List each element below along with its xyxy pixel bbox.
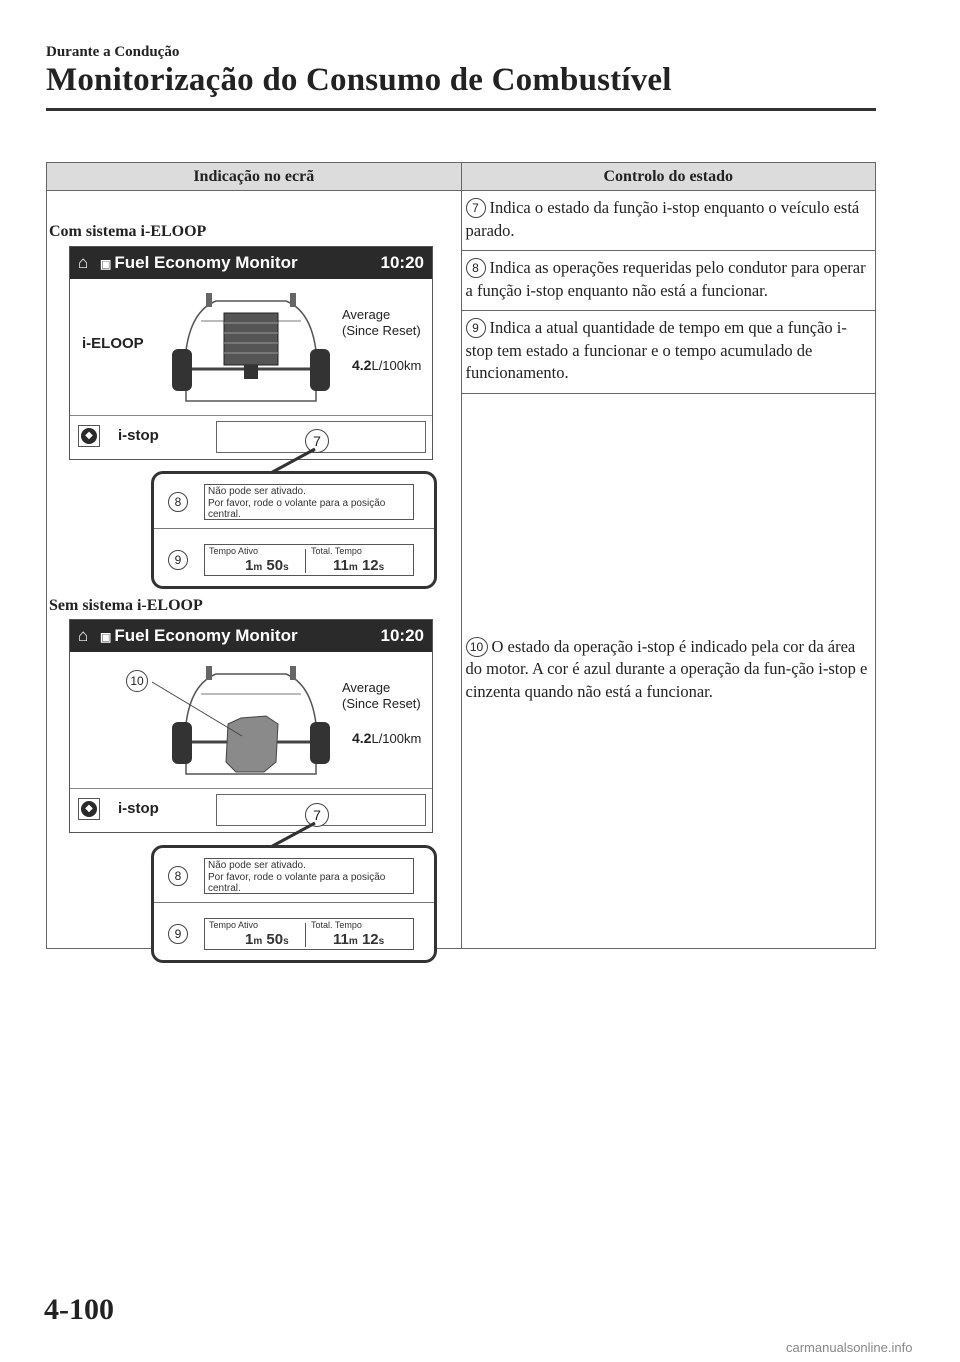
istop-label: i-stop bbox=[118, 800, 159, 817]
label-without-eloop: Sem sistema i-ELOOP bbox=[49, 597, 203, 614]
page-title: Monitorização do Consumo de Combustível bbox=[46, 62, 672, 98]
home-icon: ⌂ bbox=[78, 253, 89, 272]
eloop-label: i-ELOOP bbox=[82, 335, 144, 352]
screen-title: ▣ Fuel Economy Monitor bbox=[100, 626, 298, 645]
istop-popup-eloop bbox=[151, 471, 437, 589]
callout-8: 8 bbox=[466, 258, 486, 278]
screen-title-bar bbox=[70, 620, 432, 652]
callout-9: 9 bbox=[168, 550, 188, 570]
page-number: 4-100 bbox=[44, 1293, 114, 1326]
section-label: Durante a Condução bbox=[46, 44, 180, 60]
screen-divider bbox=[70, 415, 432, 416]
screen-title: ▣ Fuel Economy Monitor bbox=[100, 253, 298, 272]
active-time-label: Tempo Ativo bbox=[209, 546, 259, 556]
car-diagram-icon bbox=[166, 281, 336, 411]
total-time-label: Total. Tempo bbox=[311, 920, 362, 930]
status-row-7: 7 Indica o estado da função i-stop enquanto o veículo está parado. bbox=[461, 191, 876, 251]
status-row-9: 9 Indica a atual quantidade de tempo em que a função i-stop tem estado a funcionar e o tempo acumulado de funcionamento. bbox=[461, 311, 876, 394]
average-label: Average (Since Reset) bbox=[342, 307, 421, 338]
callout-7: 7 bbox=[466, 198, 486, 218]
display-column bbox=[47, 191, 462, 949]
column-header-display: Indicação no ecrã bbox=[47, 163, 462, 191]
istop-message: Não pode ser ativado. Por favor, rode o volante para a posição central. bbox=[204, 484, 414, 520]
title-rule bbox=[46, 108, 876, 111]
fuel-economy-value: 4.2L/100km bbox=[352, 730, 422, 746]
screen-title-bar bbox=[70, 247, 432, 279]
status-row-8: 8 Indica as operações requeridas pelo condutor para operar a função i-stop enquanto não está a funcionar. bbox=[461, 251, 876, 311]
callout-9: 9 bbox=[466, 318, 486, 338]
fuel-monitor-screen-no-eloop bbox=[69, 619, 433, 833]
istop-icon: ◆ bbox=[78, 798, 100, 820]
istop-label: i-stop bbox=[118, 427, 159, 444]
column-header-status: Controlo do estado bbox=[461, 163, 876, 191]
callout-7: 7 bbox=[305, 429, 329, 453]
total-time-value: 11m 12s bbox=[333, 931, 385, 948]
istop-icon: ◆ bbox=[78, 425, 100, 447]
callout-10: 10 bbox=[126, 670, 148, 692]
callout-9: 9 bbox=[168, 924, 188, 944]
fuel-monitor-screen-eloop bbox=[69, 246, 433, 460]
istop-message: Não pode ser ativado. Por favor, rode o volante para a posição central. bbox=[204, 858, 414, 894]
callout-8: 8 bbox=[168, 492, 188, 512]
istop-popup-no-eloop bbox=[151, 845, 437, 963]
engine-pointer bbox=[148, 680, 248, 740]
istop-times bbox=[204, 918, 414, 950]
monitor-icon: ▣ bbox=[100, 257, 112, 271]
istop-times bbox=[204, 544, 414, 576]
total-time-label: Total. Tempo bbox=[311, 546, 362, 556]
fuel-economy-value: 4.2L/100km bbox=[352, 357, 422, 373]
callout-8: 8 bbox=[168, 866, 188, 886]
callout-7: 7 bbox=[305, 803, 329, 827]
label-with-eloop: Com sistema i-ELOOP bbox=[49, 223, 207, 240]
clock: 10:20 bbox=[380, 253, 424, 272]
callout-10: 10 bbox=[466, 637, 488, 657]
info-table bbox=[46, 162, 876, 949]
monitor-icon: ▣ bbox=[100, 630, 112, 644]
active-time-value: 1m 50s bbox=[245, 557, 289, 574]
watermark: carmanualsonline.info bbox=[786, 1340, 913, 1355]
active-time-label: Tempo Ativo bbox=[209, 920, 259, 930]
active-time-value: 1m 50s bbox=[245, 931, 289, 948]
status-row-10: 10 O estado da operação i-stop é indicado pela cor da área do motor. A cor é azul durante a operação da fun-ção i-stop e cinzenta quando não está a funcionar. bbox=[461, 393, 876, 948]
average-label: Average (Since Reset) bbox=[342, 680, 421, 711]
clock: 10:20 bbox=[380, 626, 424, 645]
home-icon: ⌂ bbox=[78, 626, 89, 645]
total-time-value: 11m 12s bbox=[333, 557, 385, 574]
screen-divider bbox=[70, 788, 432, 789]
popup-divider bbox=[154, 902, 434, 903]
popup-divider bbox=[154, 528, 434, 529]
